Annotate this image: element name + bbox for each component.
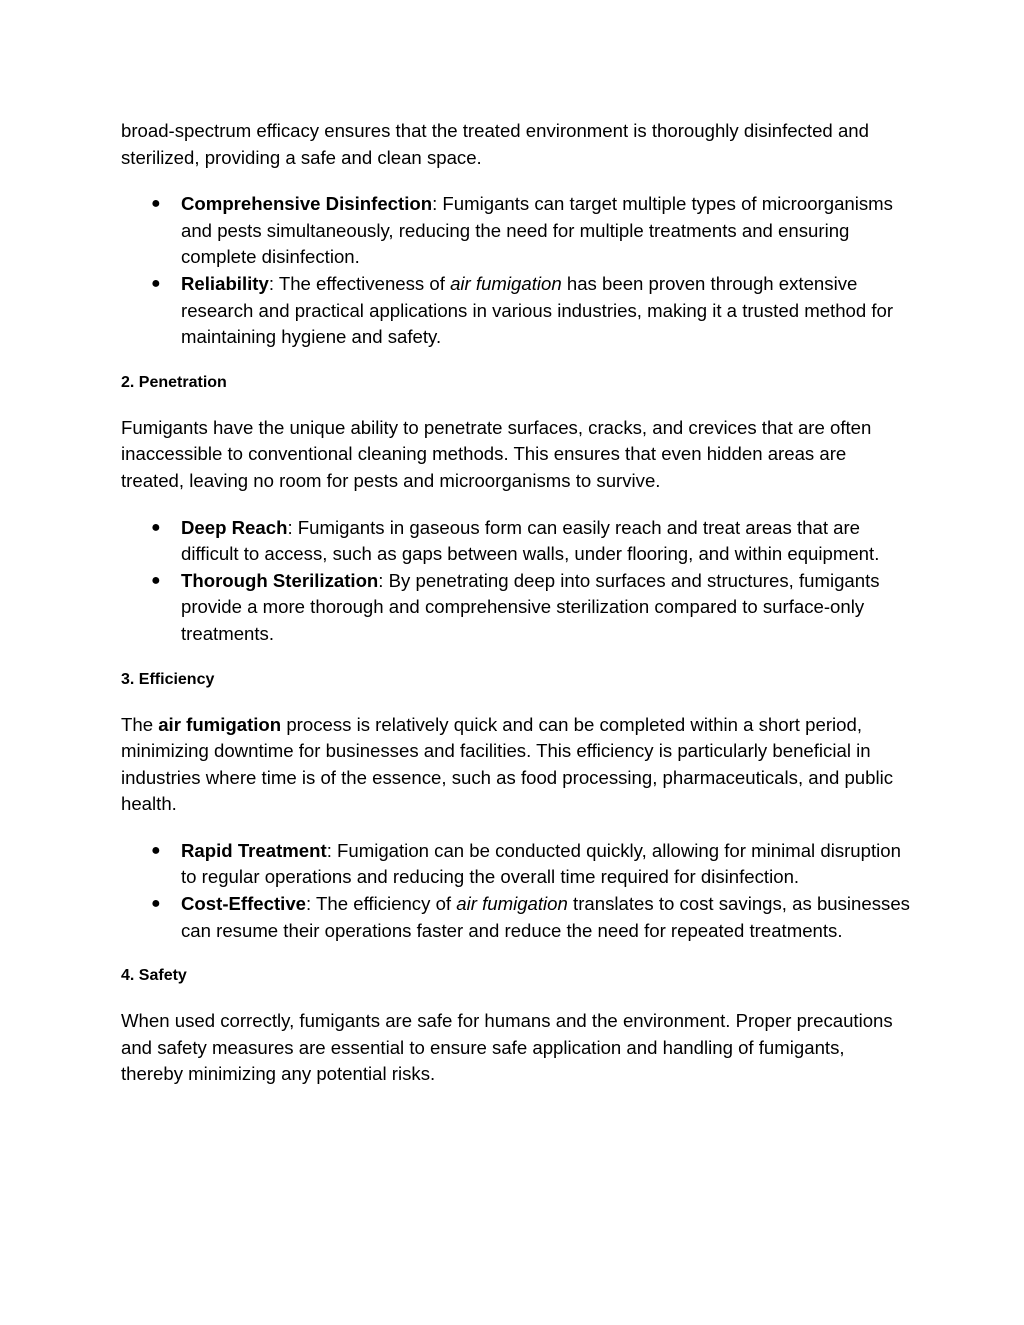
section-heading-penetration: 2. Penetration	[121, 373, 227, 391]
bullet-icon: ●	[151, 195, 161, 213]
benefits-list	[121, 191, 911, 351]
bullet-icon: ●	[151, 274, 161, 292]
efficiency-paragraph-start: The	[121, 713, 159, 735]
list-item-emphasis: air fumigation	[450, 272, 562, 294]
efficiency-list	[121, 838, 911, 944]
list-item-term: Comprehensive Disinfection	[181, 193, 433, 215]
section-heading-efficiency: 3. Efficiency	[121, 670, 215, 688]
list-item-text-continued: has been proven through extensive research and practical applications in various industries, making it a trusted method for maintaining hygiene and safety.	[181, 272, 894, 348]
list-item-term: Rapid Treatment	[181, 839, 327, 861]
list-item	[121, 891, 911, 944]
list-item-text: : The effectiveness of	[268, 272, 451, 294]
list-item-text: : Fumigants can target multiple types of microorganisms and pests simultaneously, reducing the need for multiple treatments and ensuring complete disinfection.	[181, 193, 893, 268]
penetration-list	[121, 515, 911, 648]
list-item	[121, 515, 911, 568]
safety-paragraph: When used correctly, fumigants are safe for humans and the environment. Proper precautions and safety measures are essential to ensure safe application and handling of fumigants, thereby minimizing any potential risks.	[121, 1010, 893, 1085]
list-item	[121, 191, 911, 271]
intro-paragraph: broad-spectrum efficacy ensures that the treated environment is thoroughly disinfected and sterilized, providing a safe and clean space.	[121, 120, 869, 168]
document-page	[121, 118, 911, 1088]
list-item-term: Thorough Sterilization	[181, 569, 379, 591]
efficiency-paragraph-rest: process is relatively quick and can be completed within a short period, minimizing downtime for businesses and facilities. This efficiency is particularly beneficial in industries where time is of the essence, such as food processing, pharmaceuticals, and public health.	[121, 713, 894, 815]
list-item-text: : By penetrating deep into surfaces and structures, fumigants provide a more thorough and comprehensive sterilization compared to surface-only treatments.	[181, 569, 880, 644]
bullet-icon: ●	[151, 518, 161, 536]
list-item-term: Deep Reach	[181, 516, 288, 538]
list-item	[121, 838, 911, 891]
list-item-text-continued: translates to cost savings, as businesses can resume their operations faster and reduce the need for repeated treatments.	[181, 893, 910, 941]
list-item-text: : The efficiency of	[306, 893, 457, 915]
bullet-icon: ●	[151, 895, 161, 913]
list-item-term: Reliability	[181, 272, 269, 294]
list-item	[121, 568, 911, 648]
list-item-text: : Fumigants in gaseous form can easily reach and treat areas that are difficult to access, such as gaps between walls, under flooring, and within equipment.	[181, 516, 880, 565]
bullet-icon: ●	[151, 841, 161, 859]
efficiency-paragraph-bold: air fumigation	[158, 713, 282, 735]
list-item-emphasis: air fumigation	[456, 893, 568, 915]
bullet-icon: ●	[151, 571, 161, 589]
list-item-text: : Fumigation can be conducted quickly, allowing for minimal disruption to regular operations and reducing the overall time required for disinfection.	[181, 839, 901, 888]
penetration-paragraph: Fumigants have the unique ability to penetrate surfaces, cracks, and crevices that are often inaccessible to conventional cleaning methods. This ensures that even hidden areas are treated, leaving no room for pests and microorganisms to survive.	[121, 416, 872, 491]
list-item	[121, 271, 911, 351]
efficiency-paragraph	[121, 712, 911, 818]
section-heading-safety: 4. Safety	[121, 967, 187, 985]
list-item-term: Cost-Effective	[181, 893, 307, 915]
